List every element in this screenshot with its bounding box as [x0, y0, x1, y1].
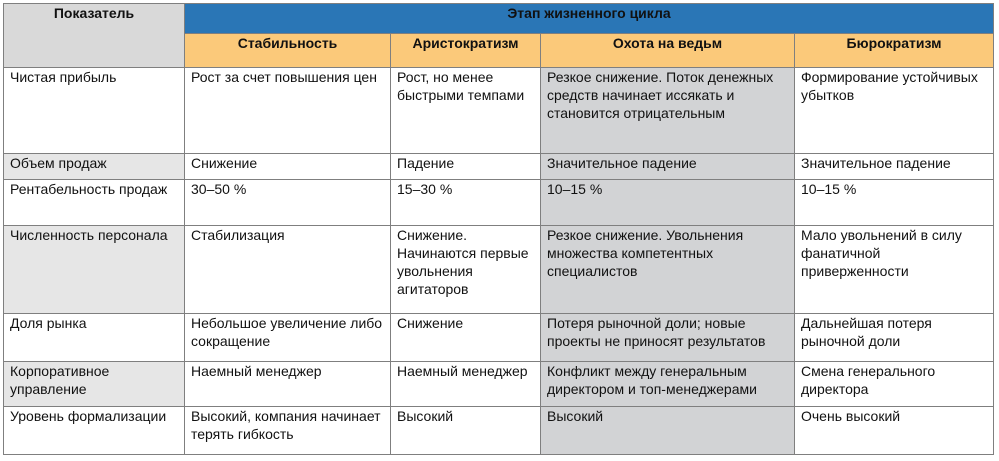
- table-cell: Высокий, компания начинает терять гибкость: [185, 407, 391, 455]
- table-row: [4, 225, 994, 314]
- row-label: Объем продаж: [4, 154, 185, 180]
- table-cell: Рост, но менее быстрыми темпами: [391, 68, 541, 154]
- table-cell: Резкое снижение. Поток денежных средств начинает иссякать и становится отрицательным: [541, 68, 795, 154]
- phase-header-witch-hunt: Охота на ведьм: [541, 34, 795, 68]
- phase-header-stability: Стабильность: [185, 34, 391, 68]
- table-cell: Формирование устойчивых убытков: [795, 68, 994, 154]
- table-cell: Значительное падение: [541, 154, 795, 180]
- table-row: [4, 68, 994, 154]
- row-label: Доля рынка: [4, 314, 185, 362]
- table-cell: Высокий: [391, 407, 541, 455]
- row-label: Уровень формализации: [4, 407, 185, 455]
- table-row: [4, 180, 994, 225]
- table-cell: Мало увольнений в силу фанатичной приверженности: [795, 225, 994, 314]
- row-label: Численность персонала: [4, 225, 185, 314]
- table-cell: Конфликт между генеральным директором и топ-менеджерами: [541, 362, 795, 407]
- table-row: [4, 154, 994, 180]
- table-cell: Очень высокий: [795, 407, 994, 455]
- table-cell: Высокий: [541, 407, 795, 455]
- table-cell: Наемный менеджер: [391, 362, 541, 407]
- table-cell: Снижение: [391, 314, 541, 362]
- table-row: [4, 362, 994, 407]
- table-cell: Наемный менеджер: [185, 362, 391, 407]
- table-cell: Снижение: [185, 154, 391, 180]
- table-cell: 15–30 %: [391, 180, 541, 225]
- phase-header-aristocracy: Аристократизм: [391, 34, 541, 68]
- table-cell: Потеря рыночной доли; новые проекты не приносят результатов: [541, 314, 795, 362]
- table-cell: Смена генерального директора: [795, 362, 994, 407]
- table-cell: Резкое снижение. Увольнения множества компетентных специалистов: [541, 225, 795, 314]
- table-row: [4, 407, 994, 455]
- table-cell: Значительное падение: [795, 154, 994, 180]
- table-cell: Стабилизация: [185, 225, 391, 314]
- table-cell: Падение: [391, 154, 541, 180]
- phase-header-bureaucracy: Бюрократизм: [795, 34, 994, 68]
- table-cell: 30–50 %: [185, 180, 391, 225]
- table-cell: 10–15 %: [795, 180, 994, 225]
- stage-header: Этап жизненного цикла: [185, 4, 994, 34]
- row-label: Чистая прибыль: [4, 68, 185, 154]
- table-cell: Рост за счет повышения цен: [185, 68, 391, 154]
- table-cell: 10–15 %: [541, 180, 795, 225]
- lifecycle-table: [3, 3, 994, 455]
- table-cell: Дальнейшая потеря рыночной доли: [795, 314, 994, 362]
- table-row: [4, 314, 994, 362]
- table-cell: Снижение. Начинаются первые увольнения агитаторов: [391, 225, 541, 314]
- row-label: Рентабельность продаж: [4, 180, 185, 225]
- header-row-stage: [4, 4, 994, 34]
- table-cell: Небольшое увеличение либо сокращение: [185, 314, 391, 362]
- indicator-header: Показатель: [4, 4, 185, 68]
- row-label: Корпоративное управление: [4, 362, 185, 407]
